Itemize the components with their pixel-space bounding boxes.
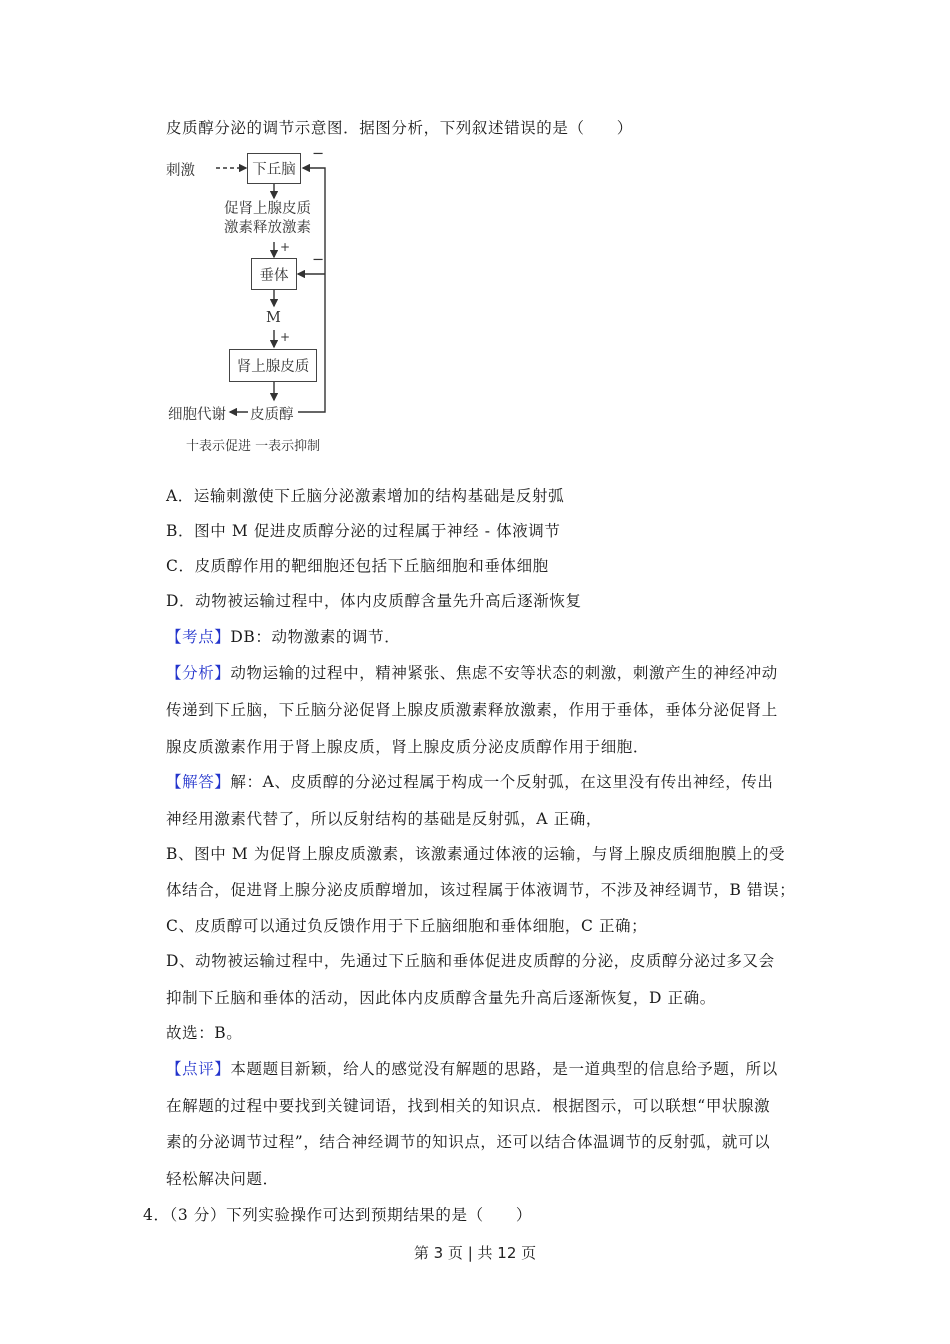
question-stem: 皮质醇分泌的调节示意图．据图分析，下列叙述错误的是（ ） — [166, 119, 633, 137]
option-b — [166, 521, 561, 541]
jieda-tag: 【解答】 — [166, 773, 231, 791]
adrenal-cortex-box — [229, 349, 317, 382]
jieda-line: 神经用激素代替了，所以反射结构的基础是反射弧，A 正确， — [166, 810, 602, 828]
fenxi-line: 传递到下丘脑，下丘脑分泌促肾上腺皮质激素释放激素，作用于垂体，垂体分泌促肾上 — [166, 701, 778, 719]
fenxi-text: 动物运输的过程中，精神紧张、焦虑不安等状态的刺激，刺激产生的神经冲动 — [230, 664, 778, 682]
plus-sign-pituitary: + — [280, 240, 291, 254]
jieda-line: C、皮质醇可以通过负反馈作用于下丘脑细胞和垂体细胞，C 正确； — [166, 917, 648, 935]
option-a — [166, 486, 564, 506]
hypothalamus-label: 下丘脑 — [252, 162, 296, 178]
cortisol-regulation-diagram — [160, 140, 350, 460]
dianping-line: 在解题的过程中要找到关键词语，找到相关的知识点．根据图示，可以联想“甲状腺激 — [166, 1097, 771, 1115]
fenxi-tag: 【分析】 — [166, 664, 231, 682]
dianping-text: 本题题目新颖，给人的感觉没有解题的思路，是一道典型的信息给予题，所以 — [230, 1060, 778, 1078]
option-letter: B． — [166, 522, 195, 540]
crh-line-1: 促肾上腺皮质 — [224, 201, 311, 217]
kaodian-text: DB：动物激素的调节． — [230, 628, 401, 646]
pituitary-box — [251, 258, 297, 290]
jieda-line: 故选：B。 — [166, 1024, 243, 1042]
feedback-minus-pituitary: − — [312, 252, 325, 268]
feedback-minus-hypothalamus: − — [312, 146, 325, 162]
dianping-line — [166, 1059, 778, 1079]
option-text: 皮质醇作用的靶细胞还包括下丘脑细胞和垂体细胞 — [194, 557, 549, 575]
option-text: 运输刺激使下丘脑分泌激素增加的结构基础是反射弧 — [193, 487, 565, 505]
kaodian-section — [166, 627, 400, 647]
option-c — [166, 556, 549, 576]
jieda-line: 体结合，促进肾上腺分泌皮质醇增加，该过程属于体液调节，不涉及神经调节，B 错误； — [166, 881, 796, 899]
adrenal-cortex-label: 肾上腺皮质 — [236, 359, 310, 375]
fenxi-line: 腺皮质激素作用于肾上腺皮质，肾上腺皮质分泌皮质醇作用于细胞． — [166, 738, 650, 756]
stimulus-label: 刺激 — [166, 163, 195, 179]
dianping-line: 轻松解决问题． — [166, 1170, 279, 1188]
jieda-line: B、图中 M 为促肾上腺皮质激素，该激素通过体液的运输，与肾上腺皮质细胞膜上的受 — [166, 845, 786, 863]
metabolism-label: 细胞代谢 — [168, 407, 226, 423]
crh-line-2: 激素释放激素 — [224, 220, 311, 236]
dianping-tag: 【点评】 — [166, 1060, 231, 1078]
option-letter: A． — [166, 487, 194, 505]
cortisol-label: 皮质醇 — [250, 407, 294, 423]
diagram-legend: 十表示促进 一表示抑制 — [186, 439, 321, 454]
fenxi-line — [166, 663, 778, 683]
crh-label — [224, 200, 311, 238]
dianping-line: 素的分泌调节过程”，结合神经调节的知识点，还可以结合体温调节的反射弧，就可以 — [166, 1133, 771, 1151]
kaodian-tag: 【考点】 — [166, 628, 231, 646]
pituitary-label: 垂体 — [259, 267, 289, 284]
option-text: 动物被运输过程中，体内皮质醇含量先升高后逐渐恢复 — [195, 592, 582, 610]
option-letter: D． — [166, 592, 196, 610]
hypothalamus-box — [247, 153, 301, 184]
option-letter: C． — [166, 557, 195, 575]
plus-sign-adrenal: + — [280, 330, 291, 344]
jieda-text: 解：A、皮质醇的分泌过程属于构成一个反射弧，在这里没有传出神经，传出 — [230, 773, 774, 791]
option-text: 图中 M 促进皮质醇分泌的过程属于神经 - 体液调节 — [194, 522, 561, 540]
jieda-line: 抑制下丘脑和垂体的活动，因此体内皮质醇含量先升高后逐渐恢复，D 正确。 — [166, 989, 716, 1007]
next-question: 4．（3 分）下列实验操作可达到预期结果的是（ ） — [143, 1206, 533, 1224]
jieda-line: D、动物被运输过程中，先通过下丘脑和垂体促进皮质醇的分泌，皮质醇分泌过多又会 — [166, 952, 775, 970]
option-d — [166, 591, 582, 611]
page-footer: 第 3 页 | 共 12 页 — [413, 1244, 537, 1262]
m-label: M — [266, 310, 281, 326]
jieda-line — [166, 772, 774, 792]
